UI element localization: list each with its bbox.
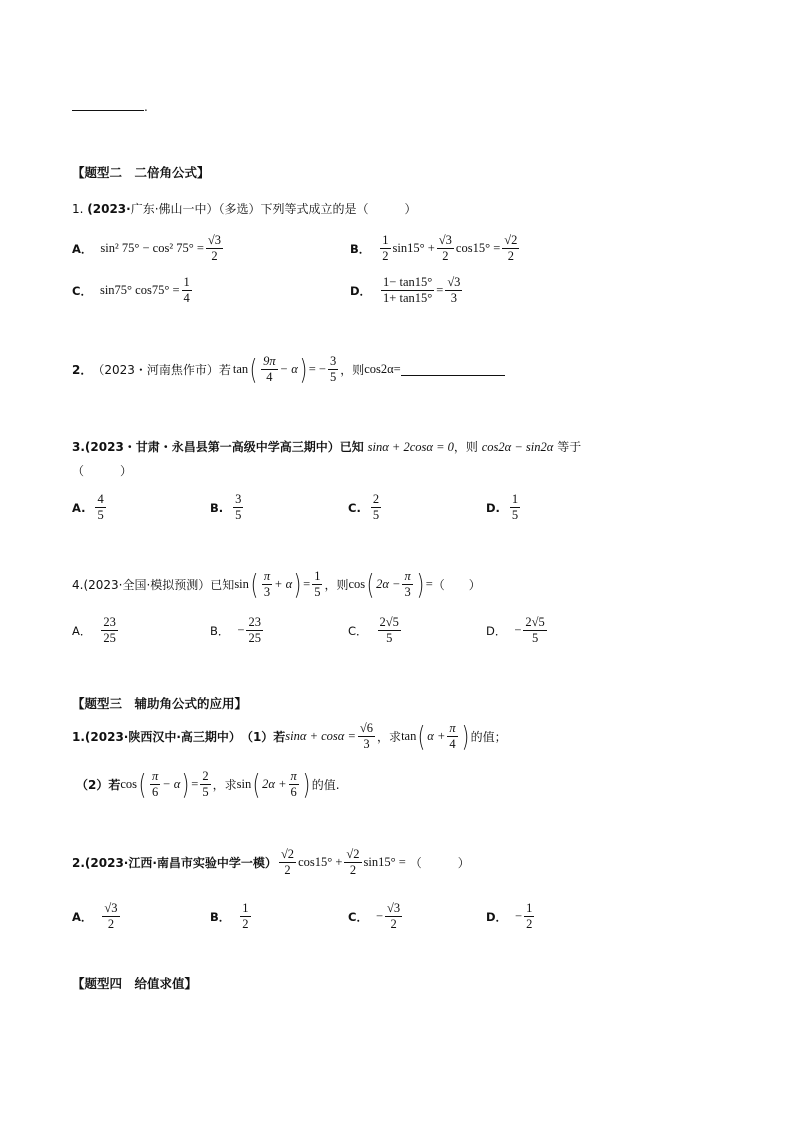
question-2-3-stem: 3.(2023・甘肃・永昌县第一高级中学高三期中）已知 sinα + 2cosα = 0，则 cos2α − sin2α 等于 [72, 440, 582, 454]
question-3-2-option-b: B． $\frac{1}{2}$ [210, 901, 249, 932]
question-2-1-stem: 1. (2023·广东·佛山一中）（多选）下列等式成立的是（ ） [72, 202, 417, 216]
question-2-4-option-c: C． $\frac{2√5}{5}$ [348, 615, 399, 646]
question-2-4-option-d: D． − $\frac{2√5}{5}$ [486, 615, 545, 646]
question-2-3-paren: （ ） [72, 464, 133, 478]
section-title-auxiliary-angle: 【题型三 辅助角公式的应用】 [72, 696, 248, 711]
question-2-1-option-a: A． sin² 75° − cos² 75° = $\frac{√3}{2}$ [72, 233, 221, 264]
question-2-1-option-d: D． $\frac{1- \tan 15^\circ}{1+ \tan 15^\circ}$ = $\frac{√3}{3}$ [350, 275, 461, 306]
question-2-3-option-b: B. $\frac{3}{5}$ [210, 492, 242, 523]
section-title-given-value: 【题型四 给值求值】 [72, 976, 198, 991]
question-3-1-part-2: （2）若 cos ( $\frac{\pi}{6}$ − α ) = $\frac{2}{5}$ ，求 sin ( 2α + $\frac{\pi}{6}$ ) 的值. [76, 767, 340, 801]
question-3-2-option-a: A． $\frac{√3}{2}$ [72, 901, 118, 932]
top-answer-blank: . [72, 100, 148, 114]
question-2-1-option-b: B． $\frac{1}{2}$ sin15° + $\frac{√3}{2}$ cos15° = $\frac{√2}{2}$ [350, 233, 518, 264]
question-2-4: 4. (2023·全国·模拟预测）已知 sin ( $\frac{\pi}{3}$ + α ) = $\frac{1}{5}$ ，则 cos ( 2α − $\frac{\pi}{3}$ ) = （ ） [72, 567, 481, 601]
question-3-2-option-d: D． − $\frac{1}{2}$ [486, 901, 533, 932]
question-2-4-option-a: A． $\frac{23}{25}$ [72, 615, 116, 646]
question-2-2: 2． （2023・河南焦作市）若 tan ( $\frac{9\pi}{4}$ − α ) = − $\frac{3}{5}$ ，则 cos2α = [72, 355, 505, 384]
question-2-3-option-d: D. $\frac{1}{5}$ [486, 492, 519, 523]
question-2-1-option-c: C． sin75° cos75° = $\frac{1}{4}$ [72, 275, 190, 306]
question-3-1-part-1: 1. (2023·陕西汉中·高三期中） （1）若 sinα + cosα = $\frac{√6}{3}$ ，求 tan ( α + $\frac{\pi}{4}$ ) 的值； [72, 719, 507, 753]
question-2-3-option-c: C. $\frac{2}{5}$ [348, 492, 380, 523]
question-2-4-option-b: B． − $\frac{23}{25}$ [210, 615, 261, 646]
question-3-2-option-c: C． − $\frac{√3}{2}$ [348, 901, 401, 932]
section-title-double-angle: 【题型二 二倍角公式】 [72, 165, 210, 180]
question-3-2: 2. (2023·江西·南昌市实验中学一模） $\frac{√2}{2}$ cos15° + $\frac{√2}{2}$ sin15° = （ ） [72, 847, 470, 878]
question-2-3-option-a: A. $\frac{4}{5}$ [72, 492, 104, 523]
